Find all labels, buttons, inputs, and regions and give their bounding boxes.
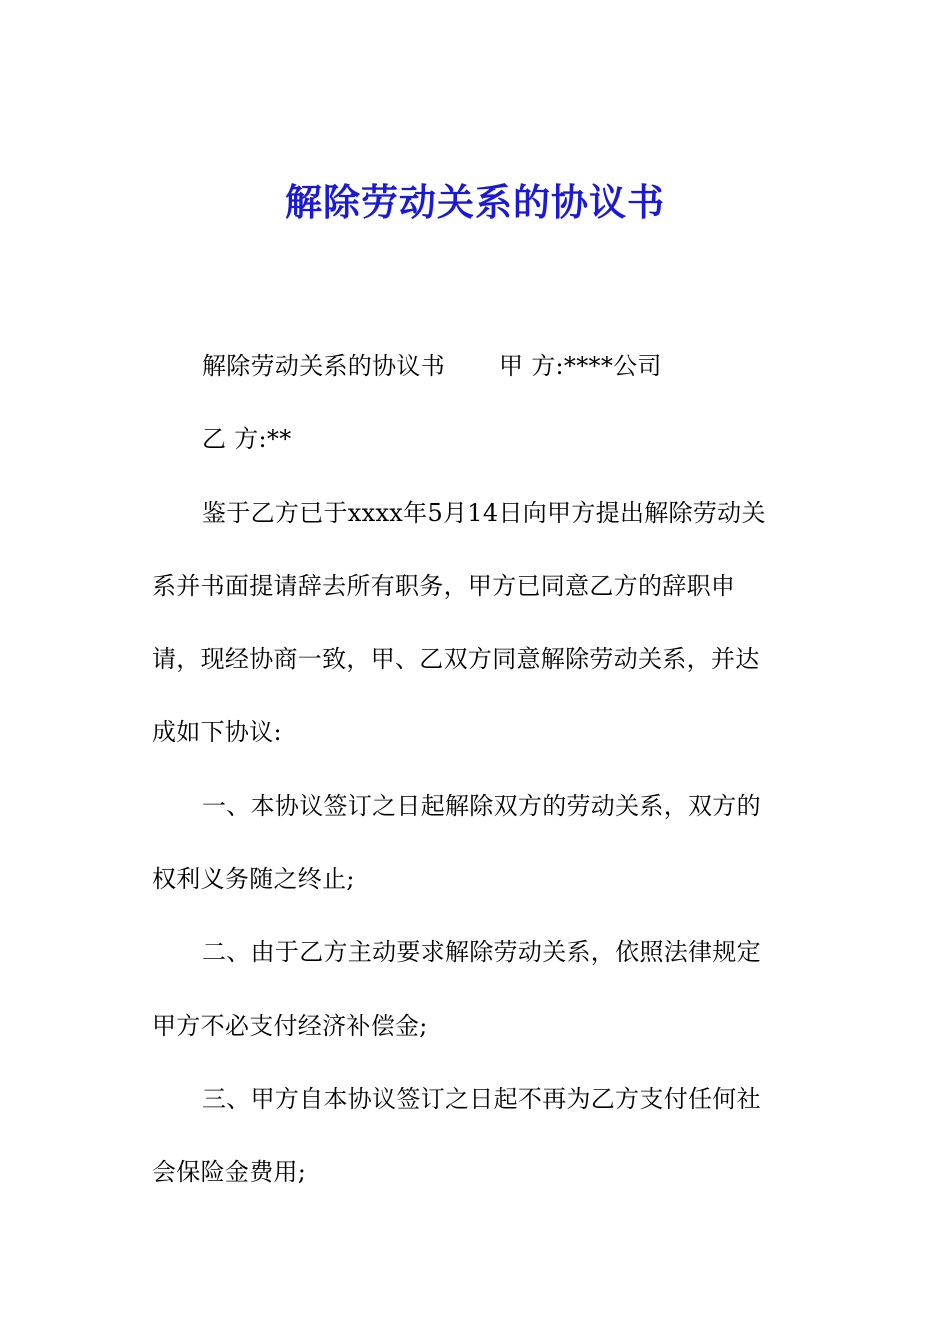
party-b: 乙 方:** <box>202 425 292 454</box>
doc-name: 解除劳动关系的协议书 <box>202 352 445 380</box>
clause-two-line: 二、由于乙方主动要求解除劳动关系，依照法律规定 <box>202 938 761 967</box>
party-a: 甲 方:****公司 <box>499 352 662 380</box>
clause-two-line: 甲方不必支付经济补偿金; <box>152 1011 428 1040</box>
clause-three-line: 三、甲方自本协议签订之日起不再为乙方支付任何社 <box>202 1084 761 1113</box>
header-line <box>152 330 812 403</box>
paragraph-line: 请，现经协商一致，甲、乙双方同意解除劳动关系，并达 <box>152 645 760 674</box>
clause-one-line: 权利义务随之终止; <box>152 865 355 894</box>
clause-three-line: 会保险金费用; <box>152 1158 307 1187</box>
document-title: 解除劳动关系的协议书 <box>285 181 665 224</box>
paragraph-line: 成如下协议: <box>152 718 282 747</box>
paragraph-line: 系并书面提请辞去所有职务，甲方已同意乙方的辞职申 <box>152 571 736 600</box>
clause-one-line: 一、本协议签订之日起解除双方的劳动关系，双方的 <box>202 791 761 820</box>
document-body <box>152 330 812 1210</box>
paragraph-line: 鉴于乙方已于xxxx年5月14日向甲方提出解除劳动关 <box>202 498 766 527</box>
